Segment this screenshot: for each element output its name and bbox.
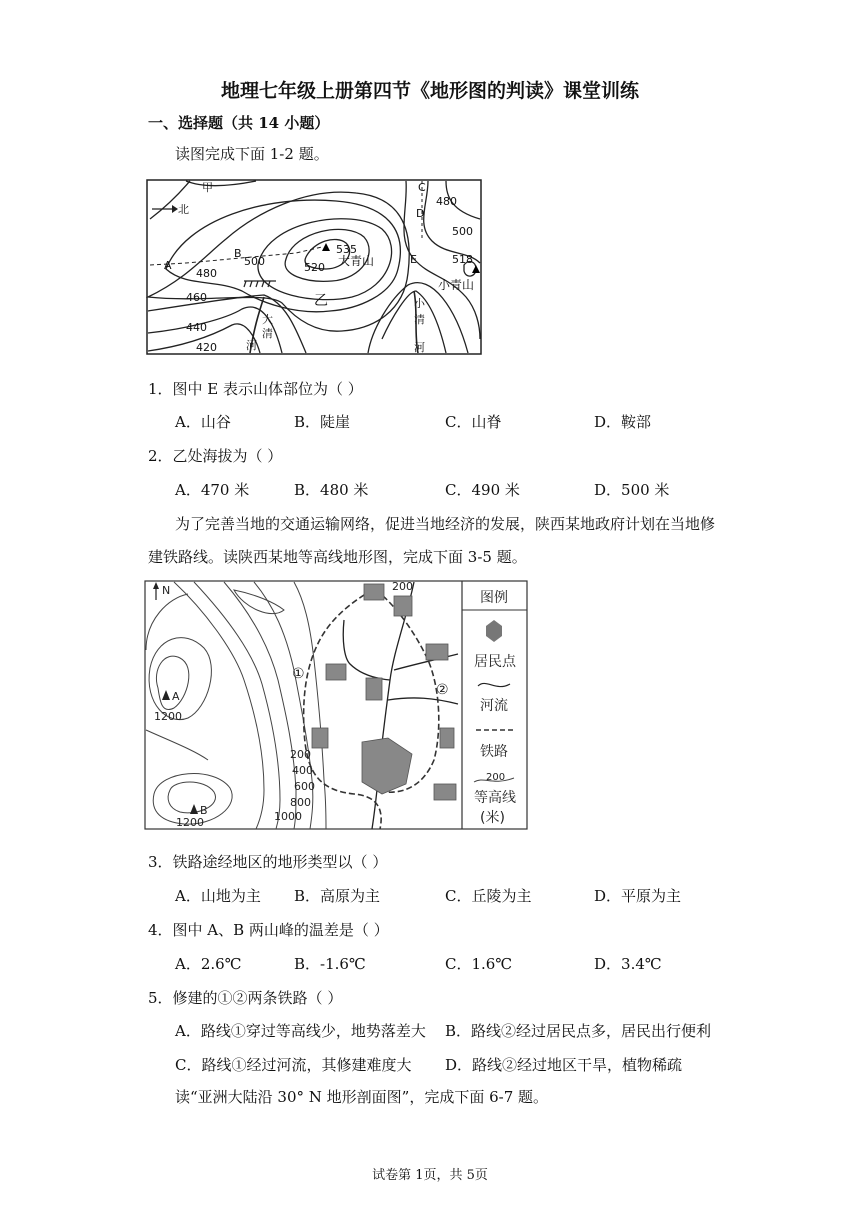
page-footer: 试卷第 1页，共 5页: [372, 1168, 488, 1183]
label-480: 480: [196, 267, 217, 280]
legend-river: 河流: [480, 698, 508, 714]
label-1200a: 1200: [154, 710, 182, 723]
label-qing2: 清: [414, 313, 425, 326]
q5-option-a[interactable]: A．路线①穿过等高线少，地势落差大: [175, 1022, 426, 1040]
label-440: 440: [186, 321, 207, 334]
label-420: 420: [196, 341, 217, 354]
question-5: 5．修建的①②两条铁路（ ）: [148, 989, 343, 1007]
q1-option-b[interactable]: B．陡崖: [294, 413, 351, 431]
q4-option-b[interactable]: B．-1.6℃: [294, 955, 366, 973]
label-200: 200: [290, 748, 311, 761]
question-4: 4．图中 A、B 两山峰的温差是（ ）: [148, 921, 389, 939]
label-500b: 500: [452, 225, 473, 238]
q5-option-b[interactable]: B．路线②经过居民点多，居民出行便利: [445, 1022, 712, 1040]
q1-option-a[interactable]: A．山谷: [175, 413, 231, 431]
q2-option-d[interactable]: D．500 米: [594, 481, 670, 499]
label-daqingshan: 大青山: [338, 254, 375, 268]
label-route-2: ②: [436, 682, 449, 698]
label-he1: 河: [246, 339, 257, 352]
label-route-1: ①: [292, 666, 305, 682]
intro-q1-2: 读图完成下面 1-2 题。: [175, 145, 329, 163]
intro-q3-5-line2: 建铁路线。读陕西某地等高线地形图，完成下面 3-5 题。: [148, 548, 527, 566]
legend-unit: (米): [480, 810, 505, 826]
label-535: 535: [336, 243, 357, 256]
intro-q3-5-line1: 为了完善当地的交通运输网络，促进当地经济的发展，陕西某地政府计划在当地修: [175, 515, 716, 533]
legend-settlement: 居民点: [474, 654, 516, 670]
contour-map-1: [146, 179, 486, 357]
legend-contour-value: 200: [486, 772, 506, 783]
label-800: 800: [290, 796, 311, 809]
label-B: B: [234, 247, 242, 260]
legend-railway: 铁路: [480, 744, 508, 760]
q3-option-d[interactable]: D．平原为主: [594, 887, 682, 905]
intro-q6-7: 读“亚洲大陆沿 30° N 地形剖面图”，完成下面 6-7 题。: [175, 1088, 549, 1106]
label-qing1: 清: [262, 327, 273, 340]
legend-title: 图例: [480, 590, 508, 606]
label-E: E: [410, 253, 417, 266]
section-heading: 一、选择题（共 14 小题）: [148, 114, 330, 132]
label-520: 520: [304, 261, 325, 274]
label-north: 北: [178, 203, 189, 216]
label-he2: 河: [414, 341, 425, 354]
label-500: 500: [244, 255, 265, 268]
label-1000: 1000: [274, 810, 302, 823]
q3-option-a[interactable]: A．山地为主: [175, 887, 261, 905]
label-600: 600: [294, 780, 315, 793]
q3-option-b[interactable]: B．高原为主: [294, 887, 381, 905]
label-peak-B: B: [200, 804, 208, 817]
page-title: 地理七年级上册第四节《地形图的判读》课堂训练: [220, 80, 639, 102]
q1-option-c[interactable]: C．山脊: [445, 413, 502, 431]
label-518: 518: [452, 253, 473, 266]
q1-option-d[interactable]: D．鞍部: [594, 413, 652, 431]
label-480b: 480: [436, 195, 457, 208]
label-xiao: 小: [414, 297, 425, 310]
contour-map-2: [144, 580, 530, 832]
label-top-200: 200: [392, 580, 413, 593]
legend-contour: 等高线: [474, 790, 516, 806]
question-3: 3．铁路途经地区的地形类型以（ ）: [148, 853, 388, 871]
q2-option-b[interactable]: B．480 米: [294, 481, 369, 499]
label-460: 460: [186, 291, 207, 304]
label-da: 大: [262, 313, 273, 326]
label-C: C: [418, 181, 426, 194]
question-2: 2．乙处海拔为（ ）: [148, 447, 283, 465]
label-jia: 甲: [202, 181, 213, 194]
label-N: N: [162, 584, 171, 597]
question-1: 1．图中 E 表示山体部位为（ ）: [148, 380, 363, 398]
label-400: 400: [292, 764, 313, 777]
label-A: A: [164, 259, 172, 272]
q2-option-c[interactable]: C．490 米: [445, 481, 520, 499]
q4-option-a[interactable]: A．2.6℃: [175, 955, 242, 973]
q4-option-d[interactable]: D．3.4℃: [594, 955, 662, 973]
q5-option-c[interactable]: C．路线①经过河流，其修建难度大: [175, 1056, 412, 1074]
label-D: D: [416, 207, 425, 220]
label-xiaoqingshan: 小青山: [438, 278, 475, 292]
q4-option-c[interactable]: C．1.6℃: [445, 955, 513, 973]
label-peak-A: A: [172, 690, 180, 703]
q3-option-c[interactable]: C．丘陵为主: [445, 887, 532, 905]
label-yi: 乙: [314, 293, 328, 309]
q2-option-a[interactable]: A．470 米: [175, 481, 250, 499]
q5-option-d[interactable]: D．路线②经过地区干旱，植物稀疏: [445, 1056, 683, 1074]
label-1200b: 1200: [176, 816, 204, 829]
